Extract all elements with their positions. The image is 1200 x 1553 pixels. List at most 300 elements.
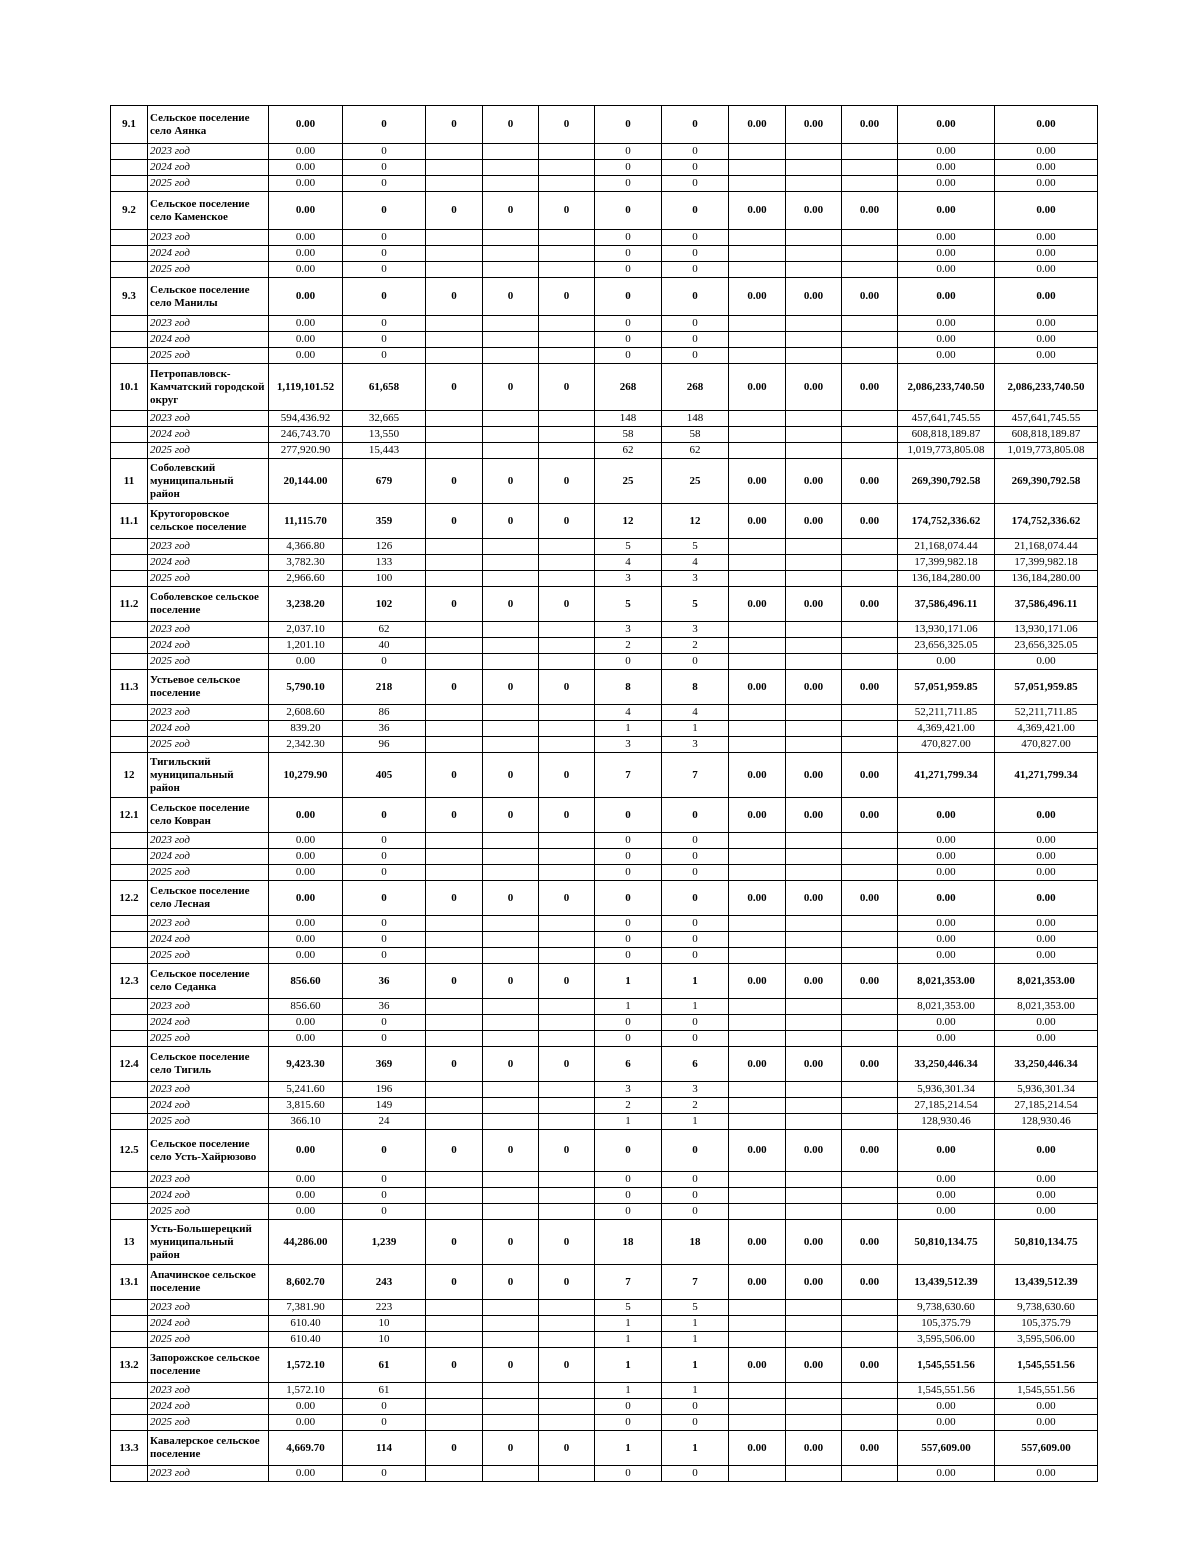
cell-area-name: Соболевское сельское поселение (148, 587, 269, 622)
cell-area-name: 2025 год (148, 737, 269, 753)
cell-col-3: 0.00 (269, 1188, 343, 1204)
cell-col-11 (786, 916, 842, 932)
cell-col-9: 1 (662, 1114, 729, 1130)
cell-col-7: 0 (539, 1047, 595, 1082)
cell-col-8: 268 (595, 364, 662, 411)
cell-col-7: 0 (539, 459, 595, 504)
cell-col-8: 0 (595, 332, 662, 348)
cell-col-9: 2 (662, 1098, 729, 1114)
cell-row-number (111, 916, 148, 932)
table-row-year (111, 144, 1098, 160)
cell-col-11 (786, 1098, 842, 1114)
cell-col-5 (426, 721, 483, 737)
cell-col-5 (426, 539, 483, 555)
cell-col-10 (729, 1082, 786, 1098)
cell-col-8: 8 (595, 670, 662, 705)
cell-col-3: 277,920.90 (269, 443, 343, 459)
cell-col-8: 5 (595, 539, 662, 555)
cell-col-14: 5,936,301.34 (995, 1082, 1098, 1098)
table-row-year (111, 1316, 1098, 1332)
cell-col-11: 0.00 (786, 587, 842, 622)
cell-col-14: 0.00 (995, 1204, 1098, 1220)
cell-area-name: 2025 год (148, 176, 269, 192)
cell-col-13: 0.00 (898, 849, 995, 865)
cell-col-12 (842, 1114, 898, 1130)
cell-col-5 (426, 176, 483, 192)
cell-col-14: 0.00 (995, 916, 1098, 932)
cell-col-14: 470,827.00 (995, 737, 1098, 753)
cell-col-13: 0.00 (898, 1204, 995, 1220)
cell-col-11 (786, 316, 842, 332)
cell-col-8: 2 (595, 1098, 662, 1114)
cell-col-6 (483, 443, 539, 459)
cell-col-13: 9,738,630.60 (898, 1300, 995, 1316)
cell-col-6: 0 (483, 459, 539, 504)
cell-area-name: 2025 год (148, 1332, 269, 1348)
table-body (111, 106, 1098, 1482)
cell-col-11 (786, 160, 842, 176)
cell-row-number (111, 262, 148, 278)
cell-row-number (111, 1015, 148, 1031)
cell-col-9: 148 (662, 411, 729, 427)
cell-col-3: 0.00 (269, 348, 343, 364)
cell-col-9: 0 (662, 1204, 729, 1220)
cell-col-12 (842, 1383, 898, 1399)
cell-area-name: Сельское поселение село Аянка (148, 106, 269, 144)
cell-col-4: 0 (343, 865, 426, 881)
cell-col-5 (426, 1332, 483, 1348)
cell-col-8: 148 (595, 411, 662, 427)
cell-row-number: 12.2 (111, 881, 148, 916)
cell-col-13: 174,752,336.62 (898, 504, 995, 539)
cell-area-name: 2025 год (148, 571, 269, 587)
cell-col-4: 40 (343, 638, 426, 654)
cell-col-11 (786, 246, 842, 262)
cell-col-14: 2,086,233,740.50 (995, 364, 1098, 411)
cell-col-6 (483, 737, 539, 753)
cell-col-9: 6 (662, 1047, 729, 1082)
cell-col-4: 36 (343, 721, 426, 737)
cell-area-name: 2024 год (148, 849, 269, 865)
cell-col-13: 4,369,421.00 (898, 721, 995, 737)
cell-col-7: 0 (539, 106, 595, 144)
cell-col-13: 33,250,446.34 (898, 1047, 995, 1082)
cell-col-12: 0.00 (842, 1431, 898, 1466)
cell-col-3: 10,279.90 (269, 753, 343, 798)
cell-col-9: 0 (662, 1188, 729, 1204)
cell-col-7 (539, 571, 595, 587)
cell-area-name: 2024 год (148, 1399, 269, 1415)
cell-col-10 (729, 411, 786, 427)
cell-col-9: 0 (662, 1415, 729, 1431)
cell-col-12 (842, 1031, 898, 1047)
cell-col-7 (539, 176, 595, 192)
table-row-year (111, 916, 1098, 932)
cell-col-8: 0 (595, 230, 662, 246)
cell-col-4: 0 (343, 160, 426, 176)
cell-col-10 (729, 1383, 786, 1399)
cell-col-7: 0 (539, 364, 595, 411)
table-row-year (111, 1188, 1098, 1204)
cell-col-10 (729, 1031, 786, 1047)
cell-col-4: 0 (343, 1188, 426, 1204)
cell-col-9: 5 (662, 1300, 729, 1316)
cell-col-7: 0 (539, 964, 595, 999)
cell-row-number: 9.3 (111, 278, 148, 316)
cell-col-7 (539, 1332, 595, 1348)
cell-col-3: 3,782.30 (269, 555, 343, 571)
cell-col-3: 0.00 (269, 1399, 343, 1415)
cell-col-5 (426, 555, 483, 571)
cell-col-11 (786, 1466, 842, 1482)
cell-col-10 (729, 833, 786, 849)
table-row-year (111, 230, 1098, 246)
cell-col-7 (539, 705, 595, 721)
cell-col-7 (539, 865, 595, 881)
table-row-section (111, 278, 1098, 316)
cell-col-7 (539, 1188, 595, 1204)
cell-col-6 (483, 1188, 539, 1204)
cell-col-14: 8,021,353.00 (995, 999, 1098, 1015)
table-row-year (111, 833, 1098, 849)
cell-col-6 (483, 332, 539, 348)
cell-col-3: 0.00 (269, 192, 343, 230)
cell-col-8: 0 (595, 881, 662, 916)
cell-col-10: 0.00 (729, 278, 786, 316)
cell-col-10 (729, 737, 786, 753)
cell-col-7 (539, 262, 595, 278)
cell-col-7 (539, 1399, 595, 1415)
cell-col-7: 0 (539, 278, 595, 316)
cell-col-5: 0 (426, 106, 483, 144)
cell-col-11 (786, 1031, 842, 1047)
cell-col-3: 7,381.90 (269, 1300, 343, 1316)
cell-col-4: 0 (343, 798, 426, 833)
table-row-year (111, 539, 1098, 555)
cell-col-4: 0 (343, 1031, 426, 1047)
cell-col-12 (842, 332, 898, 348)
cell-col-14: 37,586,496.11 (995, 587, 1098, 622)
cell-col-13: 21,168,074.44 (898, 539, 995, 555)
cell-col-12 (842, 1316, 898, 1332)
cell-col-12 (842, 638, 898, 654)
cell-col-4: 0 (343, 654, 426, 670)
cell-col-3: 0.00 (269, 144, 343, 160)
cell-col-10 (729, 1114, 786, 1130)
cell-col-10 (729, 144, 786, 160)
cell-row-number: 12.1 (111, 798, 148, 833)
cell-col-3: 2,342.30 (269, 737, 343, 753)
cell-col-8: 0 (595, 654, 662, 670)
cell-area-name: 2024 год (148, 638, 269, 654)
cell-col-3: 0.00 (269, 849, 343, 865)
cell-col-5 (426, 230, 483, 246)
cell-col-5: 0 (426, 1348, 483, 1383)
cell-col-11 (786, 230, 842, 246)
cell-area-name: 2024 год (148, 332, 269, 348)
cell-area-name: 2023 год (148, 1383, 269, 1399)
cell-col-9: 0 (662, 1031, 729, 1047)
cell-area-name: 2023 год (148, 411, 269, 427)
cell-col-13: 128,930.46 (898, 1114, 995, 1130)
cell-col-5 (426, 246, 483, 262)
cell-area-name: 2024 год (148, 427, 269, 443)
cell-col-11: 0.00 (786, 459, 842, 504)
cell-col-12 (842, 721, 898, 737)
cell-col-9: 0 (662, 278, 729, 316)
cell-col-5 (426, 705, 483, 721)
cell-col-11 (786, 1383, 842, 1399)
cell-col-14: 0.00 (995, 654, 1098, 670)
cell-col-3: 610.40 (269, 1332, 343, 1348)
table-row-year (111, 571, 1098, 587)
cell-col-9: 0 (662, 1015, 729, 1031)
cell-col-14: 0.00 (995, 332, 1098, 348)
cell-col-12 (842, 948, 898, 964)
cell-col-12 (842, 262, 898, 278)
cell-col-6 (483, 622, 539, 638)
cell-area-name: 2025 год (148, 948, 269, 964)
cell-col-6 (483, 638, 539, 654)
cell-col-13: 0.00 (898, 1188, 995, 1204)
cell-col-6 (483, 1015, 539, 1031)
cell-col-14: 17,399,982.18 (995, 555, 1098, 571)
cell-col-8: 0 (595, 160, 662, 176)
cell-col-14: 0.00 (995, 230, 1098, 246)
cell-col-11: 0.00 (786, 1220, 842, 1265)
cell-col-5: 0 (426, 192, 483, 230)
cell-col-11 (786, 427, 842, 443)
cell-col-12 (842, 1466, 898, 1482)
cell-col-8: 1 (595, 999, 662, 1015)
cell-col-5: 0 (426, 798, 483, 833)
cell-col-11 (786, 539, 842, 555)
cell-row-number: 12.4 (111, 1047, 148, 1082)
cell-col-12: 0.00 (842, 504, 898, 539)
cell-col-7 (539, 1031, 595, 1047)
cell-col-7 (539, 316, 595, 332)
cell-col-9: 0 (662, 316, 729, 332)
cell-row-number (111, 1098, 148, 1114)
cell-col-8: 4 (595, 555, 662, 571)
cell-col-12: 0.00 (842, 1348, 898, 1383)
cell-area-name: 2025 год (148, 1204, 269, 1220)
cell-col-13: 608,818,189.87 (898, 427, 995, 443)
cell-col-8: 3 (595, 622, 662, 638)
table-row-year (111, 427, 1098, 443)
cell-col-5 (426, 427, 483, 443)
cell-area-name: 2023 год (148, 316, 269, 332)
cell-col-11: 0.00 (786, 964, 842, 999)
cell-col-11 (786, 932, 842, 948)
cell-col-4: 102 (343, 587, 426, 622)
cell-col-14: 269,390,792.58 (995, 459, 1098, 504)
cell-col-6 (483, 1399, 539, 1415)
cell-row-number (111, 1316, 148, 1332)
cell-col-11: 0.00 (786, 504, 842, 539)
cell-area-name: 2023 год (148, 916, 269, 932)
cell-col-11 (786, 721, 842, 737)
cell-area-name: 2024 год (148, 1098, 269, 1114)
cell-col-6 (483, 1300, 539, 1316)
cell-col-8: 5 (595, 587, 662, 622)
cell-col-10: 0.00 (729, 1431, 786, 1466)
cell-col-6: 0 (483, 1047, 539, 1082)
cell-col-4: 0 (343, 1415, 426, 1431)
cell-col-4: 0 (343, 1399, 426, 1415)
cell-col-6: 0 (483, 504, 539, 539)
cell-col-14: 0.00 (995, 932, 1098, 948)
cell-row-number (111, 932, 148, 948)
cell-col-14: 21,168,074.44 (995, 539, 1098, 555)
table-row-year (111, 1015, 1098, 1031)
cell-col-11: 0.00 (786, 278, 842, 316)
cell-col-5: 0 (426, 670, 483, 705)
cell-col-7 (539, 849, 595, 865)
cell-col-12 (842, 555, 898, 571)
cell-col-3: 0.00 (269, 865, 343, 881)
cell-col-13: 17,399,982.18 (898, 555, 995, 571)
cell-col-14: 0.00 (995, 246, 1098, 262)
cell-col-7 (539, 1383, 595, 1399)
cell-col-12 (842, 1188, 898, 1204)
cell-col-10 (729, 916, 786, 932)
cell-col-12 (842, 539, 898, 555)
cell-col-10: 0.00 (729, 670, 786, 705)
cell-col-6: 0 (483, 364, 539, 411)
cell-col-3: 4,669.70 (269, 1431, 343, 1466)
cell-col-10: 0.00 (729, 798, 786, 833)
table-row-year (111, 246, 1098, 262)
cell-col-3: 20,144.00 (269, 459, 343, 504)
cell-col-13: 8,021,353.00 (898, 999, 995, 1015)
cell-row-number: 11 (111, 459, 148, 504)
cell-col-9: 0 (662, 160, 729, 176)
cell-col-8: 3 (595, 571, 662, 587)
table-row-year (111, 262, 1098, 278)
cell-col-8: 1 (595, 1383, 662, 1399)
cell-col-6: 0 (483, 964, 539, 999)
cell-row-number (111, 443, 148, 459)
cell-col-5 (426, 1316, 483, 1332)
cell-col-13: 0.00 (898, 230, 995, 246)
cell-col-11 (786, 571, 842, 587)
cell-col-8: 3 (595, 737, 662, 753)
cell-col-8: 0 (595, 1399, 662, 1415)
cell-col-7: 0 (539, 1348, 595, 1383)
cell-col-11 (786, 638, 842, 654)
cell-col-8: 4 (595, 705, 662, 721)
cell-col-4: 149 (343, 1098, 426, 1114)
table-row-year (111, 865, 1098, 881)
cell-col-13: 2,086,233,740.50 (898, 364, 995, 411)
cell-col-8: 0 (595, 1415, 662, 1431)
cell-row-number: 13 (111, 1220, 148, 1265)
cell-col-13: 0.00 (898, 316, 995, 332)
cell-col-4: 61,658 (343, 364, 426, 411)
cell-col-13: 0.00 (898, 654, 995, 670)
cell-row-number: 11.3 (111, 670, 148, 705)
cell-col-8: 58 (595, 427, 662, 443)
cell-col-12: 0.00 (842, 106, 898, 144)
cell-col-13: 50,810,134.75 (898, 1220, 995, 1265)
cell-area-name: 2024 год (148, 1015, 269, 1031)
cell-col-13: 1,545,551.56 (898, 1383, 995, 1399)
table-row-section (111, 881, 1098, 916)
cell-col-14: 8,021,353.00 (995, 964, 1098, 999)
cell-col-14: 105,375.79 (995, 1316, 1098, 1332)
cell-col-14: 0.00 (995, 160, 1098, 176)
cell-col-9: 1 (662, 1383, 729, 1399)
cell-area-name: 2024 год (148, 555, 269, 571)
cell-area-name: 2023 год (148, 705, 269, 721)
table-row-year (111, 316, 1098, 332)
cell-row-number (111, 555, 148, 571)
cell-col-8: 7 (595, 753, 662, 798)
cell-col-5 (426, 622, 483, 638)
cell-col-3: 0.00 (269, 230, 343, 246)
cell-col-10 (729, 1204, 786, 1220)
cell-col-8: 0 (595, 833, 662, 849)
cell-col-4: 133 (343, 555, 426, 571)
cell-col-5 (426, 654, 483, 670)
cell-col-12 (842, 160, 898, 176)
cell-col-11 (786, 1082, 842, 1098)
cell-col-12: 0.00 (842, 1047, 898, 1082)
cell-col-9: 18 (662, 1220, 729, 1265)
cell-col-3: 0.00 (269, 176, 343, 192)
cell-col-8: 0 (595, 278, 662, 316)
cell-col-7 (539, 1114, 595, 1130)
cell-row-number: 9.1 (111, 106, 148, 144)
cell-col-12 (842, 737, 898, 753)
cell-col-5 (426, 932, 483, 948)
cell-col-8: 0 (595, 865, 662, 881)
cell-col-6 (483, 916, 539, 932)
cell-col-8: 0 (595, 1188, 662, 1204)
table-row-section (111, 106, 1098, 144)
cell-col-14: 33,250,446.34 (995, 1047, 1098, 1082)
table-row-section (111, 459, 1098, 504)
cell-col-6: 0 (483, 1431, 539, 1466)
cell-col-9: 0 (662, 332, 729, 348)
cell-col-4: 0 (343, 332, 426, 348)
cell-col-11 (786, 555, 842, 571)
cell-col-10 (729, 230, 786, 246)
cell-col-9: 1 (662, 1316, 729, 1332)
cell-col-11 (786, 144, 842, 160)
table-row-year (111, 705, 1098, 721)
table-row-section (111, 798, 1098, 833)
cell-col-7: 0 (539, 192, 595, 230)
cell-col-14: 27,185,214.54 (995, 1098, 1098, 1114)
cell-col-13: 0.00 (898, 106, 995, 144)
cell-col-5 (426, 1300, 483, 1316)
cell-col-6 (483, 1114, 539, 1130)
cell-col-4: 0 (343, 881, 426, 916)
table-row-section (111, 1220, 1098, 1265)
cell-col-3: 5,241.60 (269, 1082, 343, 1098)
cell-col-12 (842, 654, 898, 670)
cell-col-6 (483, 555, 539, 571)
cell-col-11 (786, 443, 842, 459)
cell-col-10 (729, 705, 786, 721)
cell-col-3: 4,366.80 (269, 539, 343, 555)
cell-area-name: Сельское поселение село Седанка (148, 964, 269, 999)
table-row-year (111, 1466, 1098, 1482)
cell-col-13: 0.00 (898, 348, 995, 364)
cell-col-5 (426, 1114, 483, 1130)
